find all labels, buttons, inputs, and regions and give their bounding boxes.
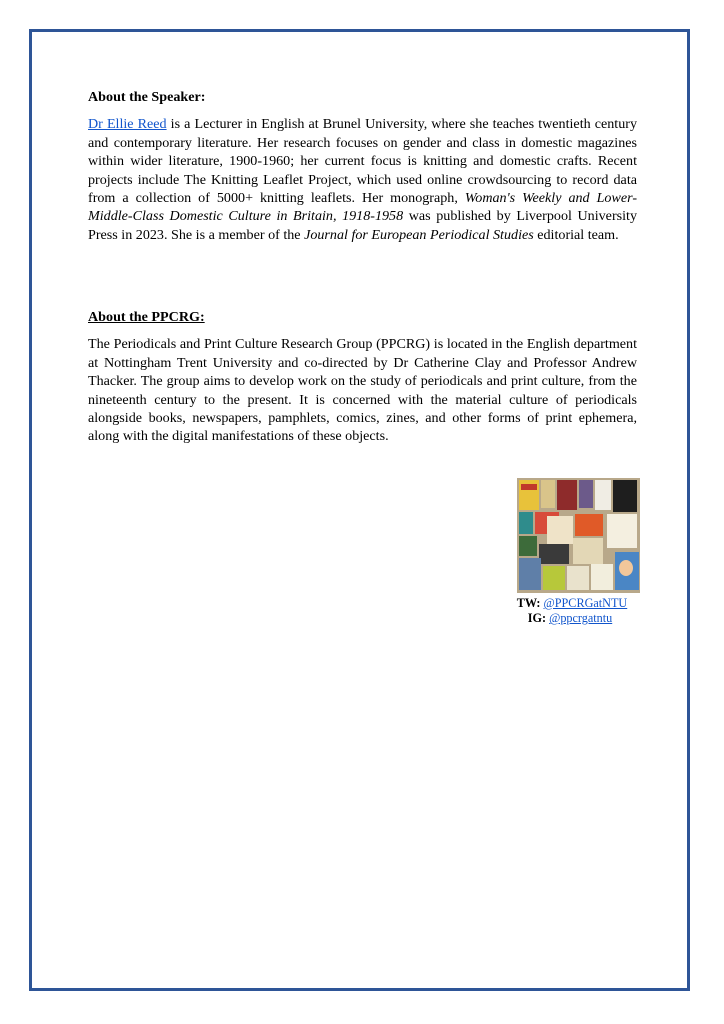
twitter-row <box>500 596 640 611</box>
speaker-bio <box>88 115 637 244</box>
instagram-label: IG: <box>527 611 547 625</box>
twitter-handle-link[interactable]: @PPCRGatNTU <box>543 596 628 610</box>
ppcrg-description: The Periodicals and Print Culture Research Group (PPCRG) is located in the English department at Nottingham Trent University and co-directed by Dr Catherine Clay and Professor Andrew Thacker. The group aims to develop work on the study of periodicals and print culture, from the nineteenth century to the present. It is concerned with the material culture of periodicals alongside books, newspapers, pamphlets, comics, zines, and other forms of print ephemera, along with the digital manifestations of these objects. <box>88 336 637 445</box>
twitter-label: TW: <box>516 596 541 610</box>
instagram-row <box>500 611 640 626</box>
speaker-bio-part-1: is a Lecturer in English at Brunel University, where she teaches twentieth century and contemporary literature. Her research focuses on gender and class in domestic magazines within wider literature, 1900-1960; her current focus is knitting and domestic crafts. Recent projects include The Knitting Leaflet Project, which used online crowdsourcing to record data from a collection of 5000+ knitting leaflets. Her monograph, <box>88 116 637 207</box>
periodicals-collage-image <box>517 478 640 593</box>
monograph-title: Woman's Weekly and Lower-Middle-Class Domestic Culture in Britain, 1918-1958 <box>88 190 638 225</box>
speaker-heading: About the Speaker: <box>88 89 206 105</box>
speaker-bio-part-3: editorial team. <box>533 226 619 243</box>
ppcrg-heading: About the PPCRG: <box>88 309 205 325</box>
journal-title: Journal for European Periodical Studies <box>304 226 534 243</box>
instagram-handle-link[interactable]: @ppcrgatntu <box>549 611 613 625</box>
speaker-section <box>88 88 637 244</box>
speaker-name-link[interactable]: Dr Ellie Reed <box>88 116 167 133</box>
speaker-bio-part-2: was published by Liverpool University Press in 2023. She is a member of the <box>88 208 637 243</box>
ppcrg-section <box>88 308 637 446</box>
social-links <box>500 596 640 626</box>
